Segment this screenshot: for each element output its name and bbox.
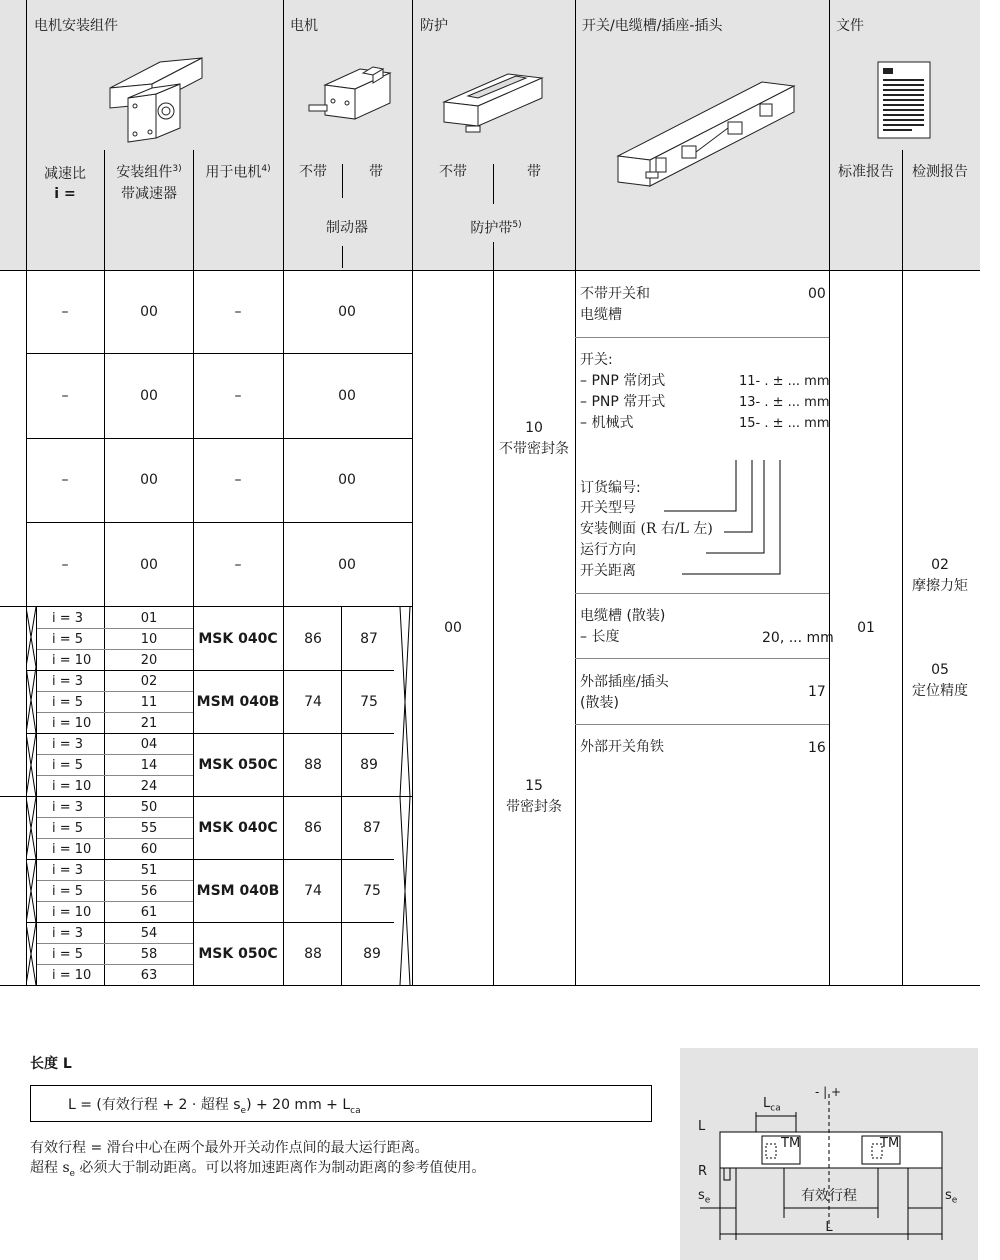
gear-without: 86 [304,631,322,647]
group-separator [26,859,394,860]
ratio-label: 减速比 [44,166,86,182]
prot-without-code: 00 [444,620,462,636]
motor-without-label: 不带 [299,164,327,180]
gear-without: 74 [304,883,322,899]
gear-ratio: i = 10 [52,842,92,857]
row-separator [26,353,412,354]
switch-divider [575,724,829,725]
gear-kit: 58 [140,947,158,962]
gear-ratio: i = 10 [52,905,92,920]
gear-kit: 54 [140,926,158,941]
order-item-3: 运行方向 [580,542,636,558]
diagram-stroke: 有效行程 [801,1188,857,1204]
row-separator [0,606,412,607]
gear-motor: MSK 050C [198,946,278,962]
gear-ratio: i = 10 [52,716,92,731]
diagram-tm-1: TM [781,1136,801,1151]
gear-motor: MSM 040B [196,883,280,899]
simple-row-1-brake: 00 [338,304,356,320]
switch-title: 开关: [580,352,613,368]
col-separator [575,0,576,985]
gear-ratio: i = 3 [52,611,84,626]
gear-kit: 01 [140,611,158,626]
order-item-4: 开关距离 [580,563,636,579]
std-report-label: 标准报告 [838,164,894,180]
col-separator [283,0,284,985]
sub-row-line [36,775,193,776]
simple-row-2-ratio: – [61,388,69,404]
gear-kit: 04 [140,737,158,752]
simple-row-1-ratio: – [61,304,69,320]
gear-motor: MSK 050C [198,757,278,773]
gear-kit: 56 [140,884,158,899]
cable-title: 电缆槽 (散装) [580,608,666,624]
diagram-lca: $L_{ca}$ [763,1096,781,1114]
prot-opt1-code: 10 [525,420,543,436]
simple-row-3-brake: 00 [338,472,356,488]
gear-ratio: i = 3 [52,926,84,941]
col-switch-title: 开关/电缆槽/插座-插头 [582,18,723,34]
test-2-code: 05 [931,662,949,678]
diagram-tm-2: TM [880,1136,900,1151]
header-divider [493,164,494,204]
order-item-2: 安装侧面 (R 右/L 左) [580,521,713,537]
gear-ratio: i = 5 [52,884,84,899]
gear-ratio: i = 10 [52,779,92,794]
gear-with: 87 [360,631,378,647]
diagram-minus-plus: - | + [815,1085,842,1099]
gear-kit: 55 [140,821,158,836]
table-bottom-rule [0,985,980,986]
gear-kit: 11 [140,695,158,710]
gear-kit: 60 [140,842,158,857]
length-title: 长度 L [30,1056,72,1072]
sub-row-line [36,754,193,755]
prot-opt2-label: 带密封条 [506,799,562,815]
gear-without: 88 [304,946,322,962]
row-separator [0,796,412,797]
gear-ratio: i = 5 [52,632,84,647]
simple-row-2-brake: 00 [338,388,356,404]
order-code-leader-lines [660,460,790,580]
col-motor-title: 电机 [290,18,318,34]
sub-row-line [36,838,193,839]
gear-kit: 63 [140,968,158,983]
gear-ratio: i = 3 [52,674,84,689]
socket-code: 17 [808,684,826,700]
length-note-2: 超程 $s_e$ 必须大于制动距离。可以将加速距离作为制动距离的参考值使用。 [30,1160,486,1179]
switch-item-1-code: 11- . ± ... mm [739,374,830,389]
gear-motor: MSK 040C [198,631,278,647]
prot-opt2-code: 15 [525,778,543,794]
gear-ratio: i = 10 [52,968,92,983]
length-formula: L = (有效行程 + 2 · 超程 $s_e) + 20$ mm + $L_{ca}$ [68,1097,361,1116]
bracket-label: 外部开关角铁 [580,739,664,755]
gear-ratio: i = 5 [52,695,84,710]
prot-band-label: 防护带$^{5)}$ [470,220,522,237]
header-divider [493,242,494,270]
mount-kit-illustration [100,50,210,150]
gear-motor: MSK 040C [198,820,278,836]
sub-row-line [36,649,193,650]
prot-opt1-label: 不带密封条 [499,441,569,457]
motor-illustration [305,55,400,135]
gear-ratio: i = 5 [52,947,84,962]
switch-none-l1: 不带开关和 [580,286,650,302]
for-motor-label: 用于电机$^{4)}$ [205,164,271,181]
col-separator [829,0,830,985]
gear-ratio: i = 3 [52,800,84,815]
gear-kit: 50 [140,800,158,815]
gear-kit: 02 [140,674,158,689]
document-icon [876,60,934,142]
mount-kit-label: 安装组件$^{3)}$ [116,164,182,181]
simple-row-4-brake: 00 [338,557,356,573]
switch-item-2: – PNP 常开式 [580,394,666,410]
group-separator [26,922,394,923]
switch-rail-illustration [612,62,802,192]
col-separator [412,0,413,985]
diagram-L-bottom: L [825,1220,833,1235]
test-report-label: 检测报告 [912,164,968,180]
zigzag-left [26,607,38,985]
switch-item-2-code: 13- . ± ... mm [739,395,830,410]
gear-kit: 61 [140,905,158,920]
row-separator [26,522,412,523]
gear-ratio: i = 5 [52,758,84,773]
switch-divider [575,337,829,338]
sub-row-line [36,712,193,713]
order-title: 订货编号: [580,480,641,496]
gear-ratio: i = 5 [52,821,84,836]
gear-kit: 24 [140,779,158,794]
switch-divider [575,593,829,594]
test-1-label: 摩擦力矩 [912,578,968,594]
gear-kit: 14 [140,758,158,773]
header-divider [342,246,343,268]
sub-row-line [36,943,193,944]
sub-row-line [36,628,193,629]
sub-row-line [36,880,193,881]
simple-row-2-motor: – [234,388,242,404]
simple-row-3-ratio: – [61,472,69,488]
gear-ratio: i = 3 [52,863,84,878]
simple-row-4-ratio: – [61,557,69,573]
switch-item-1: – PNP 常闭式 [580,373,666,389]
col-separator [902,150,903,985]
diagram-se-left: $s_e$ [698,1188,711,1206]
switch-none-code: 00 [808,286,826,302]
gear-ratio: i = 10 [52,653,92,668]
gear-with: 87 [363,820,381,836]
std-report-code: 01 [857,620,875,636]
test-2-label: 定位精度 [912,683,968,699]
diagram-se-right: $s_e$ [945,1188,958,1206]
group-separator [26,670,394,671]
col-protect-title: 防护 [420,18,448,34]
mount-kit-label-2: 带减速器 [121,186,177,202]
gear-with: 89 [360,757,378,773]
length-note-1: 有效行程 = 滑台中心在两个最外开关动作点间的最大运行距离。 [30,1140,429,1156]
switch-item-3: – 机械式 [580,415,634,431]
order-item-1: 开关型号 [580,500,636,516]
gear-ratio: i = 3 [52,737,84,752]
col-docs-title: 文件 [836,18,864,34]
simple-row-4-motor: – [234,557,242,573]
ratio-symbol: i = [54,186,76,202]
zigzag-right [398,607,412,985]
simple-row-1-motor: – [234,304,242,320]
gear-motor: MSM 040B [196,694,280,710]
motor-with-label: 带 [369,164,383,180]
header-bottom-rule [0,270,980,271]
group-separator [26,733,394,734]
gear-kit: 21 [140,716,158,731]
col-separator [493,270,494,985]
gear-with: 75 [363,883,381,899]
cable-code: 20, ... mm [762,630,834,646]
switch-none-l2: 电缆槽 [580,307,622,323]
gear-with: 89 [363,946,381,962]
prot-without-label: 不带 [439,164,467,180]
socket-l1: 外部插座/插头 [580,674,669,690]
cable-length: – 长度 [580,629,620,645]
gear-without: 86 [304,820,322,836]
sub-row-line [36,691,193,692]
header-divider [342,164,343,198]
gear-kit: 51 [140,863,158,878]
simple-row-2-kit: 00 [140,388,158,404]
sub-row-line [36,964,193,965]
gear-without: 88 [304,757,322,773]
sub-row-line [36,817,193,818]
prot-with-label: 带 [527,164,541,180]
gear-without: 74 [304,694,322,710]
diagram-L-side: L [698,1119,706,1134]
col-mount-title: 电机安装组件 [34,18,118,34]
brake-label: 制动器 [326,220,368,236]
simple-row-1-kit: 00 [140,304,158,320]
switch-divider [575,658,829,659]
simple-row-4-kit: 00 [140,557,158,573]
protection-illustration [438,68,548,143]
row-separator [26,438,412,439]
sub-row-line [36,901,193,902]
gear-kit: 10 [140,632,158,647]
gear-kit: 20 [140,653,158,668]
bracket-code: 16 [808,740,826,756]
simple-row-3-kit: 00 [140,472,158,488]
test-1-code: 02 [931,557,949,573]
gear-with: 75 [360,694,378,710]
simple-row-3-motor: – [234,472,242,488]
socket-l2: (散装) [580,695,619,711]
switch-item-3-code: 15- . ± ... mm [739,416,830,431]
diagram-R-side: R [698,1164,708,1179]
